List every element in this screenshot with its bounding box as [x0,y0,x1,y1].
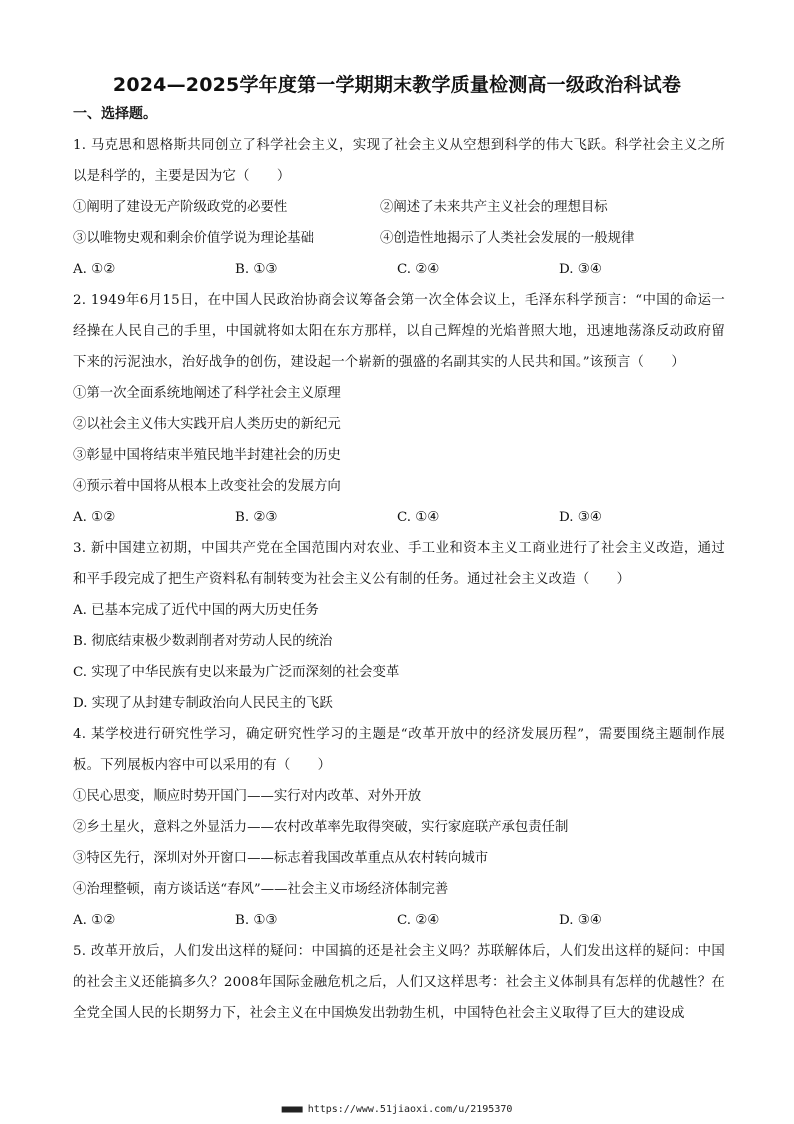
option-c: C. ②④ [397,913,440,928]
option-b: B. ①③ [235,262,278,277]
exam-content [73,103,725,1029]
footer-url[interactable]: https://www.51jiaoxi.com/u/2195370 [307,1104,513,1115]
question-4 [73,719,725,936]
option-b: B. ②③ [235,510,278,525]
choice: B. 彻底结束极少数剥削者对劳动人民的统治 [73,634,333,649]
exam-title: 2024—2025学年度第一学期期末教学质量检测高一级政治科试卷 [112,74,682,96]
choice: A. 已基本完成了近代中国的两大历史任务 [73,603,319,618]
option-a: A. ①② [73,262,116,277]
options-row [73,905,725,936]
option-b: B. ①③ [235,913,278,928]
statement: ③以唯物史观和剩余价值学说为理论基础 [73,231,315,246]
statement-row [73,223,725,254]
statement: ②乡土星火，意料之外显活力——农村改革率先取得突破，实行家庭联产承包责任制 [73,820,569,835]
question-2 [73,285,725,533]
choice: C. 实现了中华民族有史以来最为广泛而深刻的社会变革 [73,665,400,680]
statement: ④治理整顿，南方谈话送“春风”——社会主义市场经济体制完善 [73,882,449,897]
option-c: C. ②④ [397,262,440,277]
statement: ④预示着中国将从根本上改变社会的发展方向 [73,479,341,494]
option-d: D. ③④ [559,510,602,525]
options-row [73,502,725,533]
option-c: C. ①④ [397,510,440,525]
question-stem: 1. 马克思和恩格斯共同创立了科学社会主义，实现了社会主义从空想到科学的伟大飞跃。科学社会主义之所以是科学的，主要是因为它（ ） [73,138,725,184]
statement: ③特区先行，深圳对外开窗口——标志着我国改革重点从农村转向城市 [73,851,489,866]
question-5 [73,936,725,1029]
statement: ①民心思变，顺应时势开国门——实行对内改革、对外开放 [73,789,422,804]
options-row [73,254,725,285]
statement: ①第一次全面系统地阐述了科学社会主义原理 [73,386,341,401]
question-1 [73,130,725,285]
statement: ②以社会主义伟大实践开启人类历史的新纪元 [73,417,341,432]
choice: D. 实现了从封建专制政治向人民民主的飞跃 [73,696,333,711]
question-3 [73,533,725,719]
statement: ②阐述了未来共产主义社会的理想目标 [380,200,608,215]
option-a: A. ①② [73,913,116,928]
option-a: A. ①② [73,510,116,525]
question-stem: 5. 改革开放后，人们发出这样的疑问：中国搞的还是社会主义吗？苏联解体后，人们发出这样的疑问：中国的社会主义还能搞多久？2008年国际金融危机之后，人们又这样思考：社会主义体制具有怎样的优越性？在全党全国人民的长期努力下，社会主义在中国焕发出勃勃生机，中国特色社会主义取得了巨大的建设成 [73,944,725,1021]
question-stem: 3. 新中国建立初期，中国共产党在全国范围内对农业、手工业和资本主义工商业进行了社会主义改造，通过和平手段完成了把生产资料私有制转变为社会主义公有制的任务。通过社会主义改造（ ） [73,541,725,587]
footer-brand: ■■■■ [281,1104,302,1115]
option-d: D. ③④ [559,262,602,277]
statement: ③彰显中国将结束半殖民地半封建社会的历史 [73,448,341,463]
option-d: D. ③④ [559,913,602,928]
section-heading: 一、选择题。 [73,106,157,122]
statement: ④创造性地揭示了人类社会发展的一般规律 [380,231,635,246]
statement-row [73,192,725,223]
page-footer [0,1104,794,1115]
statement: ①阐明了建设无产阶级政党的必要性 [73,200,288,215]
question-stem: 4. 某学校进行研究性学习，确定研究性学习的主题是“改革开放中的经济发展历程”，需要围绕主题制作展板。下列展板内容中可以采用的有（ ） [73,727,725,773]
question-stem: 2. 1949年6月15日，在中国人民政治协商会议筹备会第一次全体会议上，毛泽东科学预言：“中国的命运一经操在人民自己的手里，中国就将如太阳在东方那样，以自己辉煌的光焰普照大地，迅速地荡涤反动政府留下来的污泥浊水，治好战争的创伤，建设起一个崭新的强盛的名副其实的人民共和国。”该预言（ ） [73,293,725,370]
